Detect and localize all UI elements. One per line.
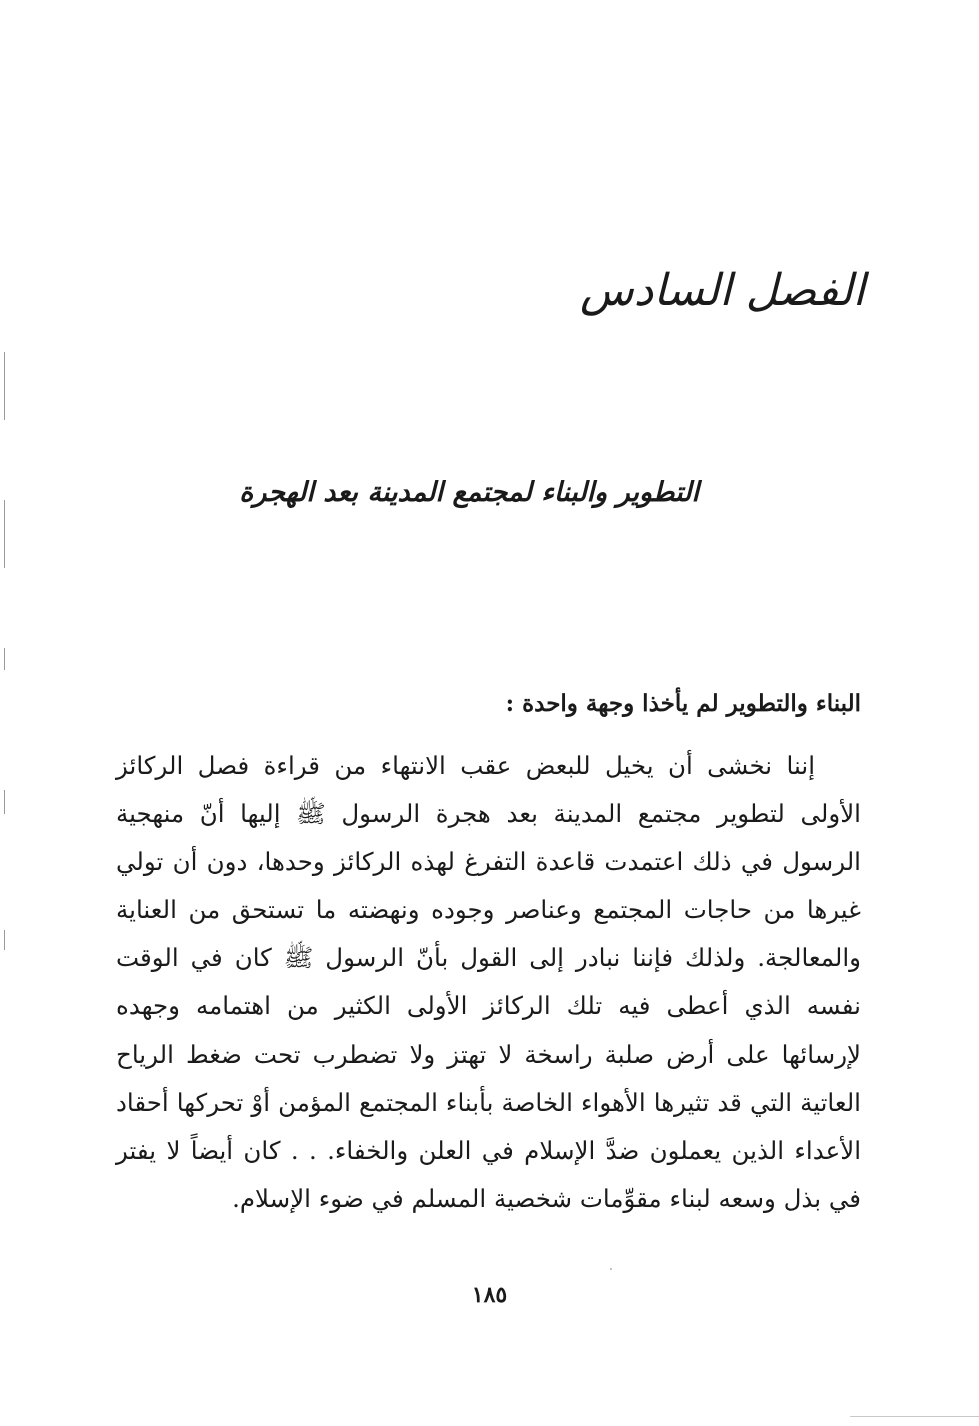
scan-speck (610, 1268, 612, 1270)
scan-edge-mark (4, 500, 5, 568)
chapter-subtitle: التطوير والبناء لمجتمع المدينة بعد الهجرة (239, 477, 699, 508)
scan-edge-mark (4, 790, 5, 814)
page-number: ١٨٥ (471, 1282, 508, 1308)
scan-edge-mark (4, 648, 5, 670)
body-paragraph: إننا نخشى أن يخيل للبعض عقب الانتهاء من قراءة فصل الركائز الأولى لتطوير مجتمع المدينة بعد هجرة الرسول ﷺ إليها أنّ منهجية الرسول في ذلك اعتمدت قاعدة التفرغ لهذه الركائز وحدها، دون أن تولي غيرها من حاجات المجتمع وعناصر وجوده ونهضته ما تستحق من العناية والمعالجة. ولذلك فإننا نبادر إلى القول بأنّ الرسول ﷺ كان في الوقت نفسه الذي أعطى فيه تلك الركائز الأولى الكثير من اهتمامه وجهده لإرسائها على أرض صلبة راسخة لا تهتز ولا تضطرب تحت ضغط الرياح العاتية التي قد تثيرها الأهواء الخاصة بأبناء المجتمع المؤمن أوْ تحركها أحقاد الأعداء الذين يعملون ضدَّ الإسلام في العلن والخفاء. . . كان أيضاً لا يفتر في بذل وسعه لبناء مقوِّمات شخصية المسلم في ضوء الإسلام. (116, 751, 861, 1213)
chapter-title: الفصل السادس (580, 265, 865, 316)
scan-edge-mark (4, 930, 5, 950)
section-heading: البناء والتطوير لم يأخذا وجهة واحدة : (505, 690, 861, 717)
scan-edge-line (850, 1416, 979, 1417)
scan-edge-mark (4, 352, 5, 420)
